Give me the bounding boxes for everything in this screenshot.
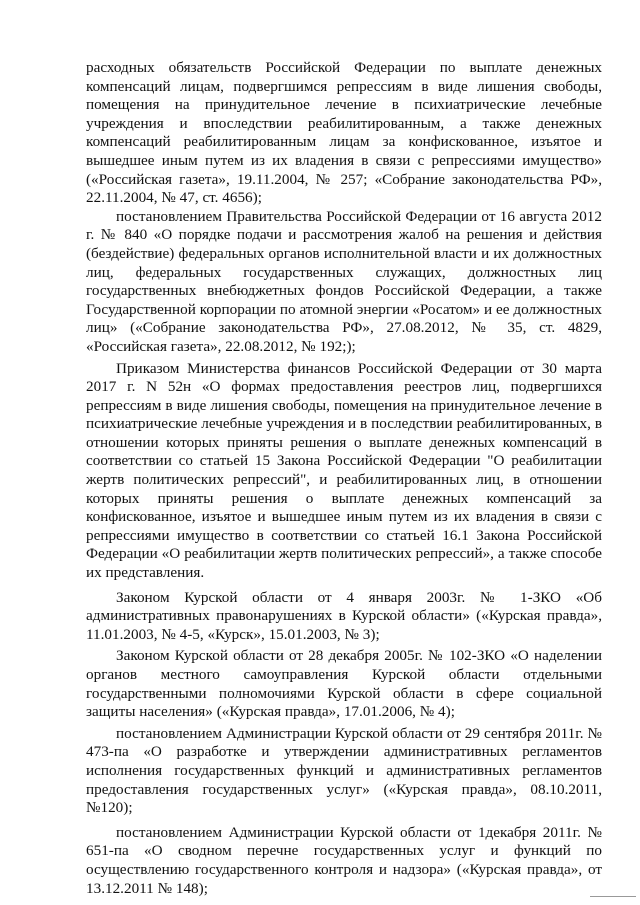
document-body bbox=[86, 59, 602, 898]
paragraph-administration-decree-651: постановлением Администрации Курской области от 1декабря 2011г. № 651-па «О сводном перечне государственных услуг и функций по осуществлению государственного контроля и надзора» («Курская правда», от 13.12.2011 № 148); bbox=[86, 823, 602, 897]
paragraph-minfin-order-52n: Приказом Министерства финансов Российской Федерации от 30 марта 2017 г. N 52н «О формах предоставления реестров лиц, подвергшихся репрессиям в виде лишения свободы, помещения на принудительное лечение в психиатрические лечебные учреждения и в последствии реабилитированных, в отношении которых приняты решения о выплате денежных компенсаций в соответствии со статьей 15 Закона Российской Федерации "О реабилитации жертв политических репрессий", и реабилитированных лиц, в отношении которых приняты решения о выплате денежных компенсаций за конфискованное, изъятое и вышедшее иным путем из их владения в связи с репрессиями имущество в соответствии со статьей 16.1 Закона Российской Федерации «О реабилитации жертв политических репрессий», а также способе их представления. bbox=[86, 359, 602, 582]
scan-edge-mark bbox=[590, 896, 636, 897]
paragraph-government-decree-840: постановлением Правительства Российской Федерации от 16 августа 2012 г. № 840 «О порядке подачи и рассмотрения жалоб на решения и действия (бездействие) федеральных органов исполнительной власти и их должностных лиц, федеральных государственных служащих, должностных лиц государственных внебюджетных фондов Российской Федерации, а также Государственной корпорации по атомной энергии «Росатом» и ее должностных лиц» («Собрание законодательства РФ», 27.08.2012, № 35, ст. 4829, «Российская газета», 22.08.2012, № 192;); bbox=[86, 207, 602, 355]
paragraph-kursk-law-102-zko: Законом Курской области от 28 декабря 2005г. № 102-ЗКО «О наделении органов местного самоуправления Курской области отдельными государственными полномочиями Курской области в сфере социальной защиты населения» («Курская правда», 17.01.2006, № 4); bbox=[86, 647, 602, 721]
paragraph-administration-decree-473: постановлением Администрации Курской области от 29 сентября 2011г. № 473-па «О разработке и утверждении административных регламентов исполнения государственных функций и административных регламентов предоставления государственных услуг» («Курская правда», 08.10.2011, №120); bbox=[86, 724, 602, 817]
paragraph-kursk-law-1-zko: Законом Курской области от 4 января 2003г. № 1-ЗКО «Об административных правонарушениях в Курской области» («Курская правда», 11.01.2003, № 4-5, «Курск», 15.01.2003, № 3); bbox=[86, 588, 602, 643]
paragraph-fz-compensation-continued: расходных обязательств Российской Федерации по выплате денежных компенсаций лицам, подвергшимся репрессиям в виде лишения свободы, помещения на принудительное лечение в психиатрические лечебные учреждения и впоследствии реабилитированным, а также денежных компенсаций реабилитированным лицам за конфискованное, изъятое и вышедшее иным путем из их владения в связи с репрессиями имущество» («Российская газета», 19.11.2004, № 257; «Собрание законодательства РФ», 22.11.2004, № 47, ст. 4656); bbox=[86, 59, 602, 207]
